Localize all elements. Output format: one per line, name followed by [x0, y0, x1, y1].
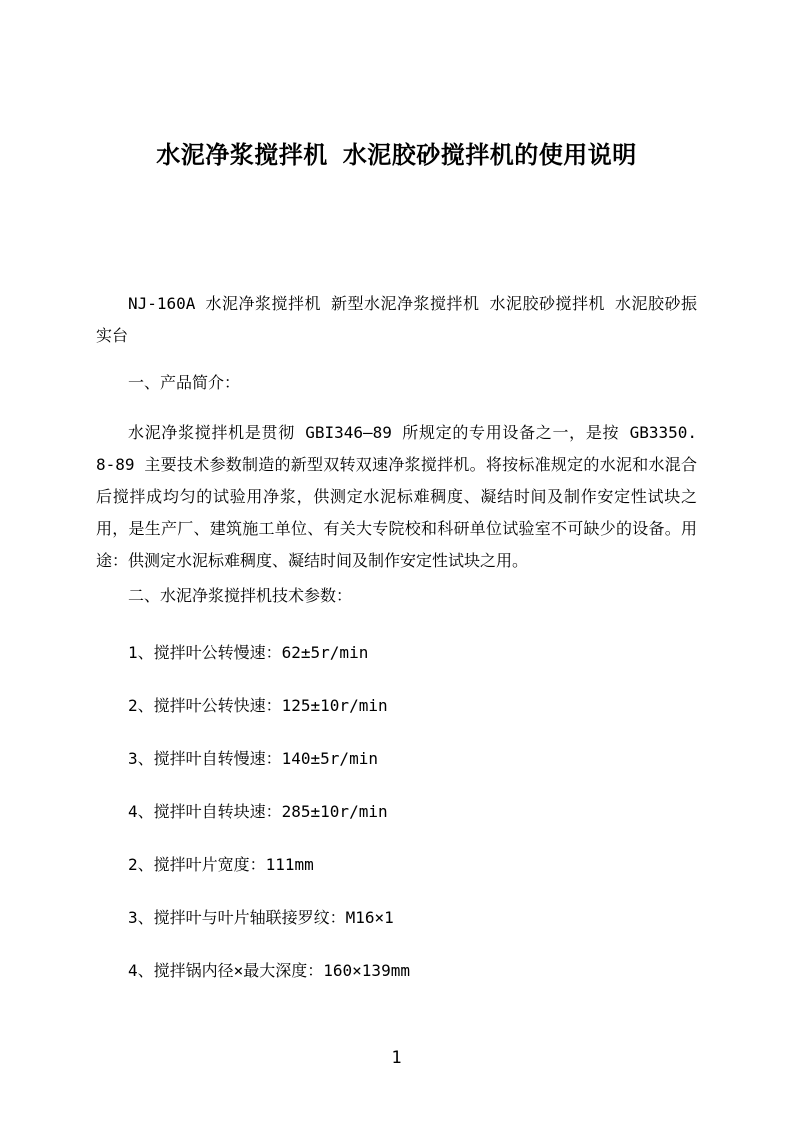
product-intro-body: 水泥净浆搅拌机是贯彻 GBI346—89 所规定的专用设备之一，是按 GB3350. 8-89 主要技术参数制造的新型双转双速净浆搅拌机。将按标准规定的水泥和水混合后搅拌成均匀的试验用净浆，供测定水泥标难稠度、凝结时间及制作安定性试块之用，是生产厂、建筑施工单位、有关大专院校和科研单位试验室不可缺少的设备。用途：供测定水泥标难稠度、凝结时间及制作安定性试块之用。: [96, 423, 697, 570]
spec-item-pot-dimensions: 4、搅拌锅内径×最大深度：160×139mm: [128, 961, 410, 980]
document-title: 水泥净浆搅拌机 水泥胶砂搅拌机的使用说明: [156, 141, 637, 169]
intro-paragraph: NJ-160A 水泥净浆搅拌机 新型水泥净浆搅拌机 水泥胶砂搅拌机 水泥胶砂振实台: [96, 294, 697, 345]
spec-item-revolution-fast: 2、搅拌叶公转快速：125±10r/min: [128, 696, 388, 715]
spec-item-rotation-slow: 3、搅拌叶自转慢速：140±5r/min: [128, 749, 378, 768]
document-content: [96, 0, 697, 987]
section-heading-tech-params: 二、水泥净浆搅拌机技术参数：: [128, 586, 353, 605]
page-number: 1: [391, 1048, 402, 1068]
section-heading-product-intro: 一、产品简介：: [128, 373, 241, 392]
spec-item-revolution-slow: 1、搅拌叶公转慢速：62±5r/min: [128, 643, 369, 662]
spec-item-blade-width: 2、搅拌叶片宽度：111mm: [128, 855, 314, 874]
spec-item-rotation-fast: 4、搅拌叶自转块速：285±10r/min: [128, 802, 388, 821]
spec-item-thread-spec: 3、搅拌叶与叶片轴联接罗纹：M16×1: [128, 908, 394, 927]
